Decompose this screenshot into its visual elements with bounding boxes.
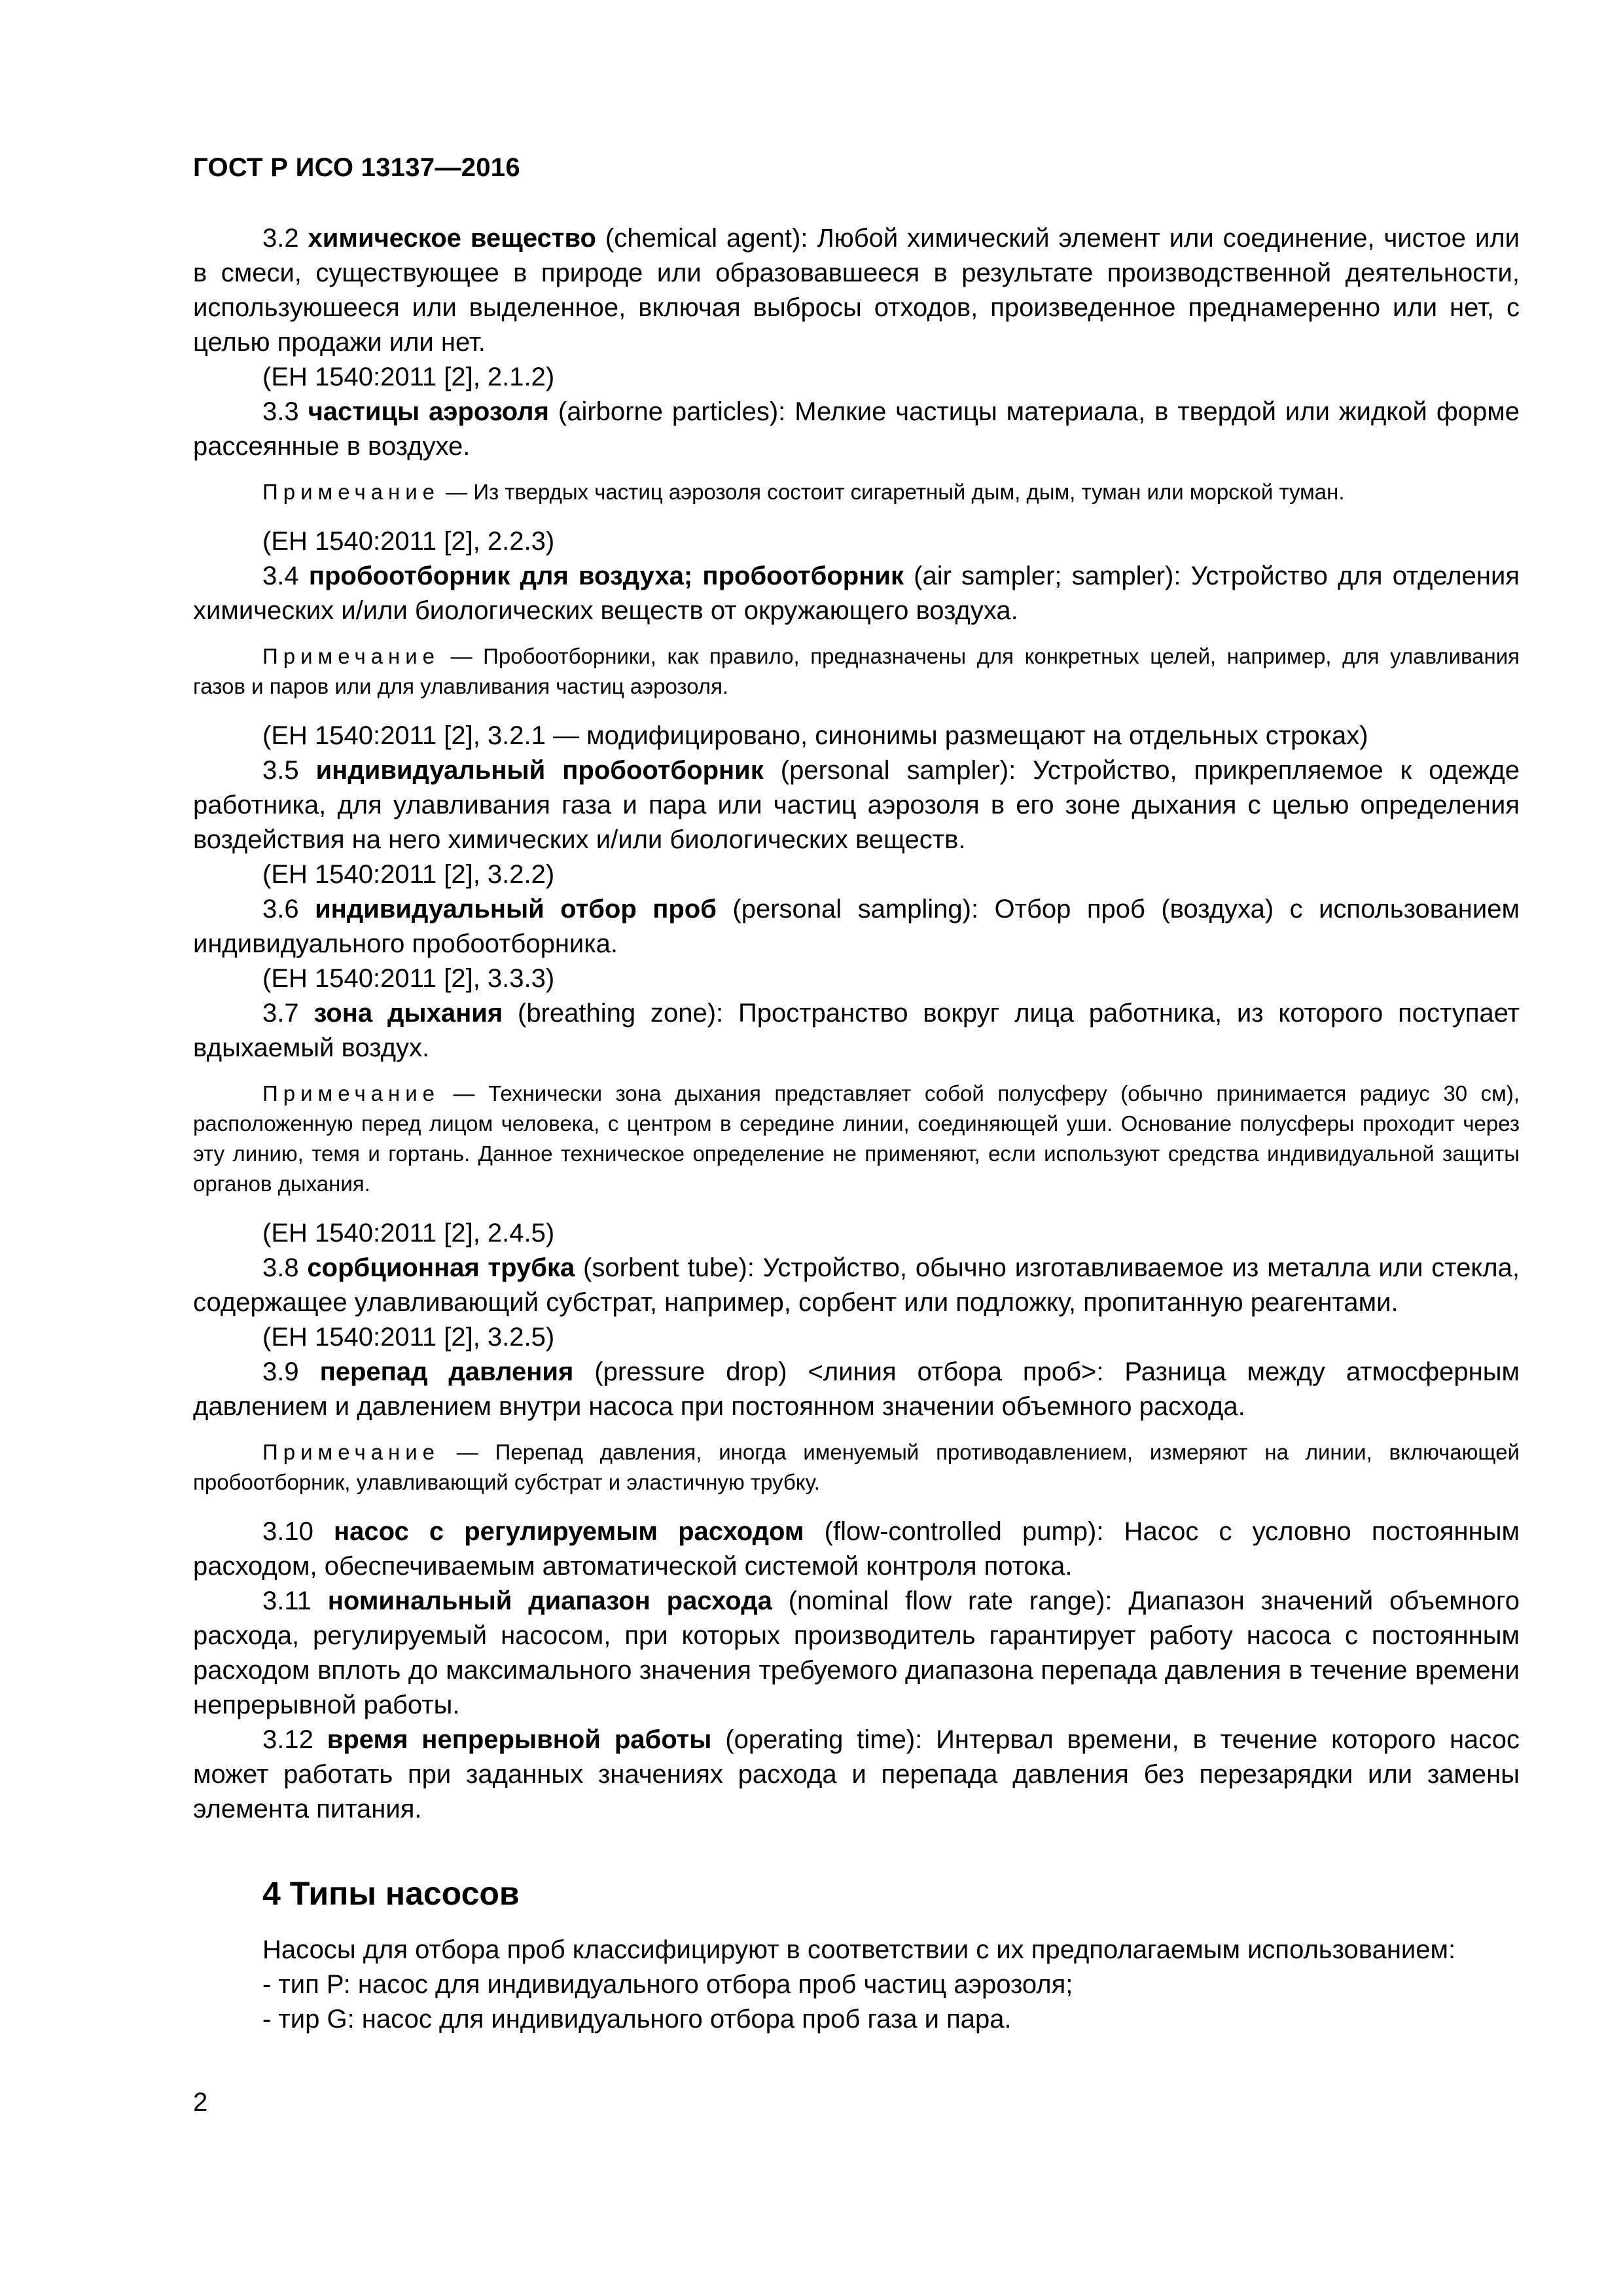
- note-label: Примечание: [262, 644, 440, 668]
- note-text: — Перепад давления, иногда именуемый противодавлением, измеряют на линии, включающей пробоотборник, улавливающий субстрат и эластичную трубку.: [193, 1440, 1520, 1494]
- entry-number: 3.7: [262, 999, 299, 1028]
- note-text: — Пробоотборники, как правило, предназначены для конкретных целей, например, для улавливания газов и паров или для улавливания частиц аэрозоля.: [193, 644, 1520, 698]
- source-reference: (ЕН 1540:2011 [2], 2.4.5): [262, 1219, 555, 1247]
- term-name: пробоотборник для воздуха; пробоотборник: [308, 562, 904, 590]
- document-body: [193, 221, 1520, 2037]
- term-name: перепад давления: [319, 1357, 574, 1386]
- term-definition: (sorbent tube): Устройство, обычно изготавливаемое из металла или стекла, содержащее улавливающий субстрат, например, сорбент или подложку, пропитанную реагентами.: [193, 1253, 1520, 1317]
- list-item: - тип Р: насос для индивидуального отбора проб частиц аэрозоля;: [262, 1970, 1073, 1999]
- document-code-header: ГОСТ Р ИСО 13137—2016: [193, 153, 520, 182]
- term-definition: (nominal flow rate range): Диапазон значений объемного расхода, регулируемый насосом, при которых производитель гарантирует работу насоса с постоянным расходом вплоть до максимального значения требуемого диапазона перепада давления в течение времени непрерывной работы.: [193, 1587, 1520, 1719]
- section-intro: Насосы для отбора проб классифицируют в соответствии с их предполагаемым использованием:: [262, 1935, 1456, 1964]
- term-entry-3-6: [193, 892, 1520, 961]
- entry-number: 3.6: [262, 895, 299, 924]
- term-entry-3-10: [193, 1515, 1520, 1584]
- entry-number: 3.3: [262, 397, 299, 426]
- source-reference: (ЕН 1540:2011 [2], 3.3.3): [262, 964, 555, 993]
- entry-number: 3.10: [262, 1517, 313, 1546]
- section-heading: 4 Типы насосов: [262, 1875, 520, 1912]
- term-entry-3-4: [193, 559, 1520, 628]
- entry-number: 3.8: [262, 1253, 299, 1282]
- entry-number: 3.2: [262, 224, 299, 253]
- note: [193, 641, 1520, 702]
- source-reference: (ЕН 1540:2011 [2], 2.1.2): [262, 363, 555, 391]
- term-definition: (chemical agent): Любой химический элемент или соединение, чистое или в смеси, существующее в природе или образовавшееся в результате производственной деятельности, используюшееся или выделенное, включая выбросы отходов, произведенное преднамеренно или нет, с целью продажи или нет.: [193, 224, 1520, 357]
- term-entry-3-5: [193, 753, 1520, 857]
- entry-number: 3.4: [262, 562, 299, 590]
- term-entry-3-12: [193, 1723, 1520, 1827]
- term-name: химическое вещество: [308, 224, 596, 253]
- term-name: насос с регулируемым расходом: [333, 1517, 804, 1546]
- term-name: индивидуальный отбор проб: [315, 895, 717, 924]
- term-entry-3-11: [193, 1584, 1520, 1723]
- page-number: 2: [193, 2088, 208, 2117]
- note: [193, 477, 1520, 507]
- term-entry-3-3: [193, 395, 1520, 464]
- term-name: зона дыхания: [313, 999, 503, 1028]
- note-label: Примечание: [262, 480, 440, 504]
- note-text: — Технически зона дыхания представляет собой полусферу (обычно принимается радиус 30 см), расположенную перед лицом человека, с центром в середине линии, соединяющей уши. Основание полусферы проходит через эту линию, темя и гортань. Данное техническое определение не применяют, если используют средства индивидуальной защиты органов дыхания.: [193, 1081, 1520, 1196]
- term-entry-3-9: [193, 1355, 1520, 1424]
- entry-number: 3.9: [262, 1357, 299, 1386]
- term-definition: (air sampler; sampler): Устройство для отделения химических и/или биологических веществ от окружающего воздуха.: [193, 562, 1520, 625]
- term-name: время непрерывной работы: [327, 1725, 712, 1754]
- source-reference: (ЕН 1540:2011 [2], 2.2.3): [262, 527, 555, 556]
- term-entry-3-2: [193, 221, 1520, 360]
- term-definition: (breathing zone): Пространство вокруг лица работника, из которого поступает вдыхаемый воздух.: [193, 999, 1520, 1062]
- term-definition: (airborne particles): Мелкие частицы материала, в твердой или жидкой форме рассеянные в воздухе.: [193, 397, 1520, 461]
- term-definition: (flow-controlled pump): Насос с условно постоянным расходом, обеспечиваемым автоматической системой контроля потока.: [193, 1517, 1520, 1581]
- entry-number: 3.11: [262, 1587, 312, 1615]
- list-item: - тир G: насос для индивидуального отбора проб газа и пара.: [262, 2005, 1012, 2034]
- term-definition: (personal sampling): Отбор проб (воздуха) с использованием индивидуального пробоотборника.: [193, 895, 1520, 958]
- term-definition: (operating time): Интервал времени, в течение которого насос может работать при заданных значениях расхода и перепада давления без перезарядки или замены элемента питания.: [193, 1725, 1520, 1823]
- entry-number: 3.12: [262, 1725, 313, 1754]
- entry-number: 3.5: [262, 756, 299, 785]
- note-label: Примечание: [262, 1081, 440, 1105]
- note-text: — Из твердых частиц аэрозоля состоит сигаретный дым, дым, туман или морской туман.: [440, 480, 1345, 504]
- note-label: Примечание: [262, 1440, 440, 1464]
- source-reference: (ЕН 1540:2011 [2], 3.2.2): [262, 860, 555, 889]
- term-definition: (personal sampler): Устройство, прикрепляемое к одежде работника, для улавливания газа и пара или частиц аэрозоля в его зоне дыхания с целью определения воздействия на него химических и/или биологических веществ.: [193, 756, 1520, 854]
- term-name: сорбционная трубка: [307, 1253, 575, 1282]
- term-entry-3-8: [193, 1251, 1520, 1320]
- pump-type-list: [193, 1967, 1520, 2037]
- note: [193, 1437, 1520, 1498]
- source-reference: (ЕН 1540:2011 [2], 3.2.1 — модифицировано, синонимы размещают на отдельных строках): [262, 721, 1368, 750]
- term-name: номинальный диапазон расхода: [327, 1587, 772, 1615]
- source-reference: (ЕН 1540:2011 [2], 3.2.5): [262, 1323, 555, 1352]
- term-definition: (pressure drop) <линия отбора проб>: Разница между атмосферным давлением и давлением внутри насоса при постоянном значении объемного расхода.: [193, 1357, 1520, 1421]
- note: [193, 1079, 1520, 1199]
- term-entry-3-7: [193, 996, 1520, 1066]
- term-name: индивидуальный пробоотборник: [315, 756, 764, 785]
- term-name: частицы аэрозоля: [308, 397, 549, 426]
